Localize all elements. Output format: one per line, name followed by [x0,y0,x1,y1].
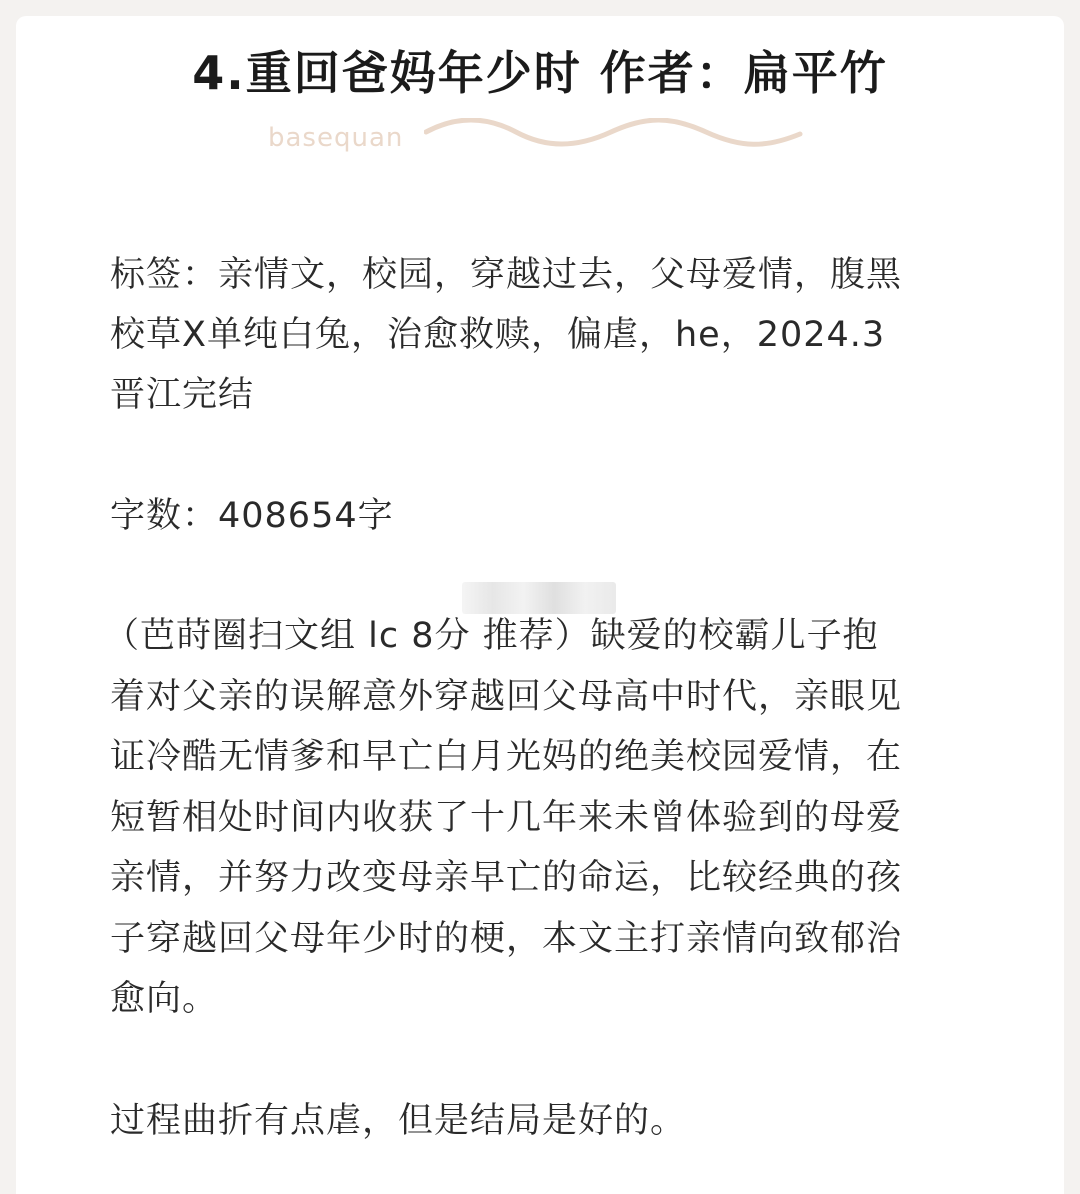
word-count: 字数：408654字 [110,496,394,536]
watermark-text: basequan [268,123,404,153]
summary-line: 子穿越回父母年少时的梗，本文主打亲情向致郁治 [110,919,903,959]
tags-line: 校草X单纯白兔，治愈救赎，偏虐，he，2024.3 [110,315,886,355]
summary-line: 短暂相处时间内收获了十几年来未曾体验到的母爱 [110,798,903,838]
summary-line: （芭莳圈扫文组 lc 8分 推荐）缺爱的校霸儿子抱 [104,616,879,656]
summary-line: 证冷酷无情爹和早亡白月光妈的绝美校园爱情，在 [110,737,903,777]
wave-divider-icon [424,118,804,154]
redaction-blur [462,582,616,614]
tags-line: 晋江完结 [110,375,255,415]
summary-line: 亲情，并努力改变母亲早亡的命运，比较经典的孩 [110,858,903,898]
closing-line: 过程曲折有点虐，但是结局是好的。 [110,1101,687,1141]
tags-line: 标签：亲情文，校园，穿越过去，父母爱情，腹黑 [110,255,903,295]
summary-line: 愈向。 [110,979,219,1019]
post-title: 4.重回爸妈年少时 作者：扁平竹 [192,46,888,100]
summary-line: 着对父亲的误解意外穿越回父母高中时代，亲眼见 [110,677,903,717]
